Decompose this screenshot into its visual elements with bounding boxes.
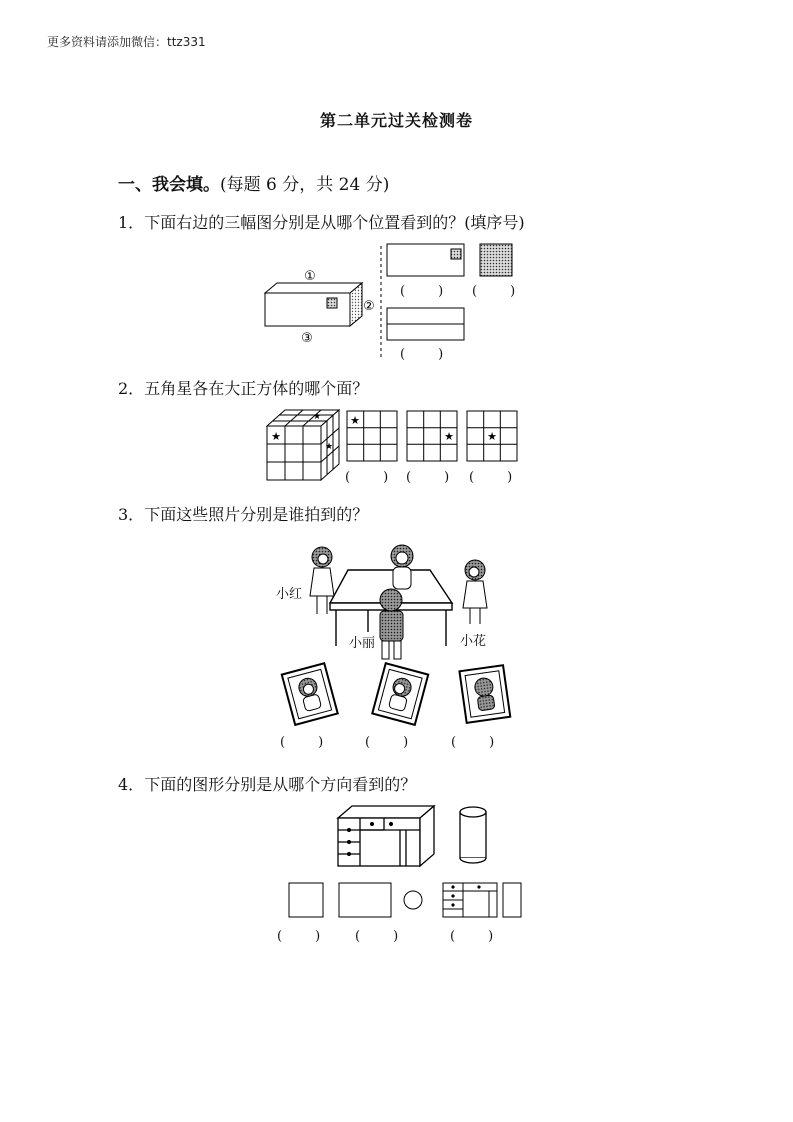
section-label: 一、我会填。 bbox=[118, 175, 220, 195]
photo-1 bbox=[282, 663, 338, 725]
question-1 bbox=[118, 210, 525, 233]
header-note: 更多资料请添加微信：ttz331 bbox=[47, 35, 206, 49]
view-desk-front bbox=[443, 883, 497, 917]
view-c bbox=[387, 308, 464, 340]
star-icon: ★ bbox=[324, 442, 334, 452]
name-xiaoli: 小丽 bbox=[349, 636, 376, 651]
star-icon: ★ bbox=[350, 414, 360, 427]
q3-photos bbox=[280, 660, 520, 730]
answer-blank[interactable]: ( ) bbox=[400, 347, 444, 362]
view-circle bbox=[404, 891, 422, 909]
child-xiaoli bbox=[380, 589, 403, 659]
answer-blank[interactable]: ( ) bbox=[400, 284, 444, 299]
question-number: 4． bbox=[118, 775, 145, 794]
view-label-3: ③ bbox=[301, 331, 313, 346]
question-number: 2． bbox=[118, 379, 145, 398]
view-b bbox=[480, 244, 512, 276]
question-4 bbox=[118, 772, 416, 795]
star-icon: ★ bbox=[271, 430, 281, 443]
question-text: 五角星各在大正方体的哪个面？ bbox=[144, 379, 369, 398]
answer-blank[interactable]: ( ) bbox=[280, 735, 324, 750]
answer-blank[interactable]: ( ) bbox=[355, 929, 399, 944]
section-note: (每题 6 分，共 24 分) bbox=[220, 175, 390, 195]
photo-3 bbox=[459, 665, 510, 723]
question-2 bbox=[118, 376, 368, 399]
child-xiaohua bbox=[463, 560, 487, 624]
answer-blank[interactable]: ( ) bbox=[469, 470, 513, 485]
q4-objects bbox=[330, 800, 500, 870]
answer-blank[interactable]: ( ) bbox=[451, 735, 495, 750]
view-a bbox=[387, 244, 464, 276]
view-desk-side bbox=[503, 883, 521, 917]
desk-illustration bbox=[338, 806, 434, 866]
section-heading bbox=[118, 170, 389, 195]
star-icon: ★ bbox=[487, 430, 497, 443]
question-number: 1． bbox=[118, 213, 145, 232]
page-title: 第二单元过关检测卷 bbox=[319, 111, 473, 130]
answer-blank[interactable]: ( ) bbox=[450, 929, 494, 944]
answer-blank[interactable]: ( ) bbox=[406, 470, 450, 485]
rectangular-box bbox=[265, 283, 362, 326]
photo-2 bbox=[372, 663, 428, 725]
name-xiaohong: 小红 bbox=[276, 587, 303, 602]
question-text: 下面右边的三幅图分别是从哪个位置看到的？(填序号) bbox=[144, 213, 525, 232]
cylinder-illustration bbox=[460, 807, 486, 863]
answer-blank[interactable]: ( ) bbox=[345, 470, 389, 485]
answer-blank[interactable]: ( ) bbox=[472, 284, 516, 299]
star-icon: ★ bbox=[312, 412, 322, 422]
question-number: 3． bbox=[118, 505, 145, 524]
q4-views bbox=[285, 878, 530, 923]
question-text: 下面这些照片分别是谁拍到的？ bbox=[144, 505, 369, 524]
answer-blank[interactable]: ( ) bbox=[277, 929, 321, 944]
view-label-2: ② bbox=[363, 299, 375, 314]
question-3 bbox=[118, 502, 368, 525]
answer-blank[interactable]: ( ) bbox=[365, 735, 409, 750]
question-text: 下面的图形分别是从哪个方向看到的？ bbox=[144, 775, 417, 794]
view-label-1: ① bbox=[304, 269, 316, 284]
name-xiaohua: 小花 bbox=[460, 634, 487, 649]
monkey-figure bbox=[391, 545, 413, 589]
view-rectangle bbox=[339, 883, 391, 917]
star-icon: ★ bbox=[444, 430, 454, 443]
view-square bbox=[289, 883, 323, 917]
